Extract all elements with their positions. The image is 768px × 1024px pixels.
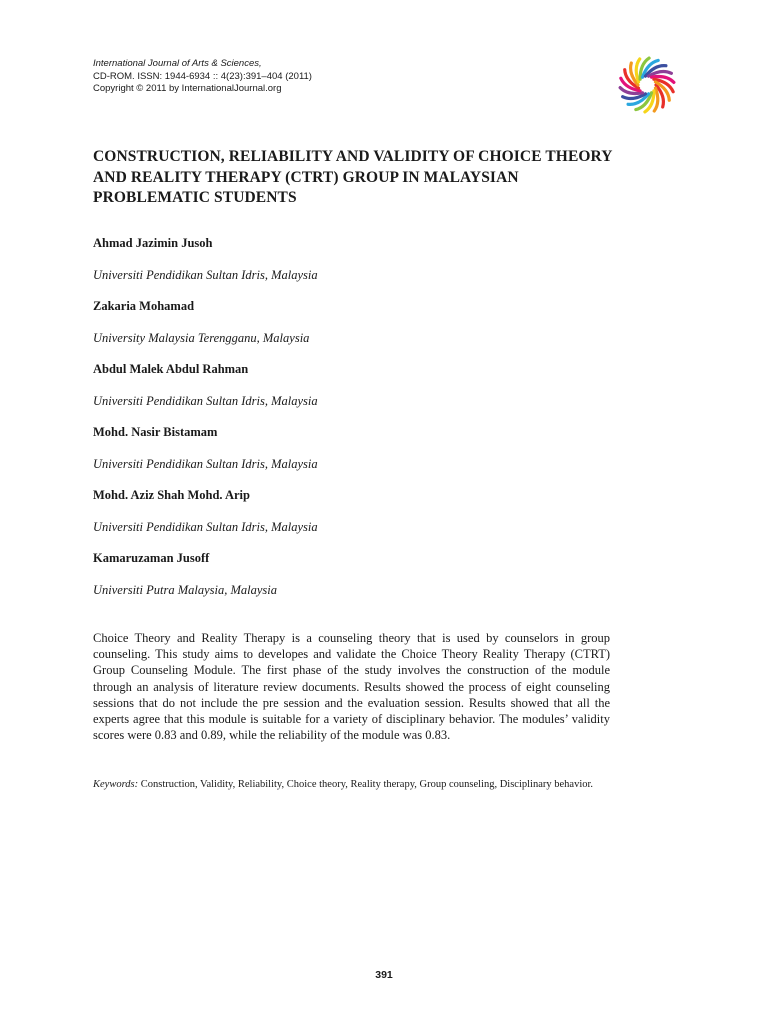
journal-header — [93, 58, 312, 96]
keywords-text: Construction, Validity, Reliability, Choice theory, Reality therapy, Group counseling, Disciplinary behavior. — [138, 779, 594, 790]
author-list — [93, 236, 653, 614]
journal-name: International Journal of Arts & Sciences, — [93, 58, 262, 69]
abstract-text: Choice Theory and Reality Therapy is a counseling theory that is used by counselors in group counseling. This study aims to developes and validate the Choice Theory Reality Therapy (CTRT) Group Counseling Module. The first phase of the study involves the construction of the module through an analysis of literature review documents. Results showed the process of eight counseling sessions that do not include the pre session and the evaluation session. Results showed that all the experts agree that this module is suitable for a variety of disciplinary behavior. The modules’ validity scores were 0.83 and 0.89, while the reliability of the module was 0.83. — [93, 631, 610, 743]
journal-logo-icon — [617, 55, 677, 115]
logo-center — [641, 79, 653, 91]
author-affiliation: Universiti Pendidikan Sultan Idris, Malaysia — [93, 394, 318, 408]
author-name: Zakaria Mohamad — [93, 299, 195, 313]
author-affiliation: Universiti Pendidikan Sultan Idris, Malaysia — [93, 268, 318, 282]
author-entry — [93, 425, 653, 488]
author-affiliation: Universiti Pendidikan Sultan Idris, Malaysia — [93, 457, 318, 471]
author-name: Abdul Malek Abdul Rahman — [93, 362, 249, 376]
author-entry — [93, 551, 653, 614]
author-affiliation: University Malaysia Terengganu, Malaysia — [93, 331, 310, 345]
author-entry — [93, 299, 653, 362]
copyright-line: Copyright © 2011 by InternationalJournal.org — [93, 83, 282, 94]
author-entry — [93, 488, 653, 551]
author-name: Mohd. Aziz Shah Mohd. Arip — [93, 488, 250, 502]
keywords — [93, 777, 610, 793]
author-name: Kamaruzaman Jusoff — [93, 551, 210, 565]
author-entry — [93, 236, 653, 299]
author-affiliation: Universiti Putra Malaysia, Malaysia — [93, 583, 278, 597]
author-affiliation: Universiti Pendidikan Sultan Idris, Malaysia — [93, 520, 318, 534]
issn-line: CD-ROM. ISSN: 1944-6934 :: 4(23):391–404 (2011) — [93, 70, 312, 82]
page-number: 391 — [375, 969, 393, 981]
keywords-label: Keywords: — [93, 779, 139, 790]
author-entry — [93, 362, 653, 425]
paper-title: CONSTRUCTION, RELIABILITY AND VALIDITY OF CHOICE THEORY AND REALITY THERAPY (CTRT) GROUP IN MALAYSIAN PROBLEMATIC STUDENTS — [93, 148, 613, 206]
author-name: Mohd. Nasir Bistamam — [93, 425, 218, 439]
author-name: Ahmad Jazimin Jusoh — [93, 236, 213, 250]
